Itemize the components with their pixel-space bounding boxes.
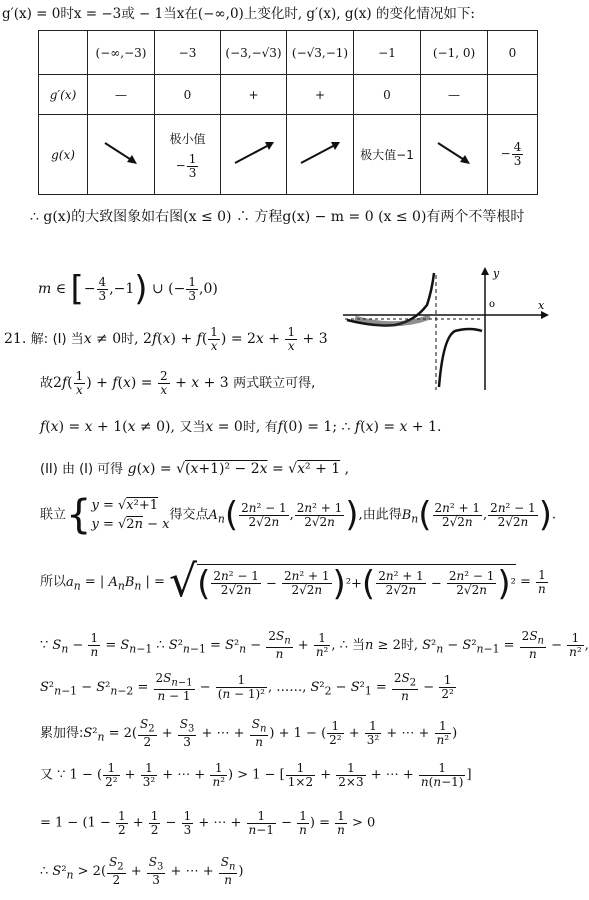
table-cell: + — [287, 75, 354, 115]
q21-part2-line5: $S^2_{n-1} - S^2_{n-2}$ = $\frac{2S_{n-1}}{n - 1}$ − $\frac{1}{\text{(n − 1)²}}$ , ……, $S^2_2 - S^2_1$ = $\frac{2S_2}{n}$ − $\frac{1}{\text{2²}}$ — [40, 671, 454, 703]
q21-part2-line6: 累加得$:S^2_n = 2$( $\frac{S_2}{2}$ + $\frac{S_3}{3}$ + ⋯ + $\frac{S_n}{n}$ ) + 1 − ( $\frac{1}{\text{2²}}$ + $\frac{1}{\text{3²}}$ + ⋯ + $\frac{1}{\text{n²}}$ ) — [40, 717, 458, 749]
q21-line3: f(x) = x + 1(x ≠ 0), 又当x = 0时, 有f(0) = 1; ∴ f(x) = x + 1. — [40, 419, 442, 435]
table-cell: 0 — [488, 31, 538, 75]
table-header-row — [39, 31, 538, 75]
table-cell: + — [221, 75, 287, 115]
q21-part2-line3: 所以$a_n$ = | $A_nB_n$ | = √( $\frac{\text{2n² − 1}}{2√2n}$ − $\frac{\text{2n² + 1}}{2√2n}$ )²+( $\frac{\text{2n² + 1}}{2√2n}$ − $\frac{\text{2n² − 1}}{2√2n}$ )² = $\frac{1}{n}$ — [40, 556, 546, 607]
youcide-label: 由此得 — [362, 507, 402, 523]
table-cell: — — [421, 75, 488, 115]
table-cell: (−3,−√3) — [221, 31, 287, 75]
table-cell — [221, 115, 287, 195]
row-label: g′(x) — [39, 75, 88, 115]
table-cell: − $\frac{4}{3}$ — [488, 115, 538, 195]
variation-table — [38, 30, 538, 195]
table-cell — [39, 31, 88, 75]
q21-part2-line1: (II) 由 (I) 可得 g(x) = √(x+1)² − 2x = √x² + 1 , — [40, 461, 350, 477]
intro-text: g′(x) = 0时x = −3或 − 1当x在(−∞,0)上变化时, g′(x), g(x) 的变化情况如下: — [2, 6, 475, 22]
table-cell: — — [88, 75, 155, 115]
conclusion-line — [30, 206, 524, 226]
dejiaodian-label: 得交点 — [169, 507, 209, 523]
min-value: − $\frac{1}{3}$ — [175, 151, 197, 180]
table-cell: −3 — [155, 31, 221, 75]
jie-label: 解: — [30, 332, 49, 348]
table-cell: 0 — [354, 75, 421, 115]
m-interval: m ∈ [− $\frac{4}{3}$ ,−1) ∪ (− $\frac{1}{3}$ ,0) — [38, 269, 218, 309]
x-axis-label: x — [538, 299, 545, 312]
q21-line2: 故2f( $\frac{1}{x}$ ) + f(x) = $\frac{2}{x}$ + x + 3 两式联立可得, — [40, 369, 316, 397]
table-cell — [88, 115, 155, 195]
q21-part2-line9: ∴ $S^2_n > 2$( $\frac{S_2}{2}$ + $\frac{S_3}{3}$ + ⋯ + $\frac{S_n}{n}$ ) — [40, 855, 244, 887]
intro-line — [2, 2, 475, 22]
you-label: 又 — [40, 767, 54, 783]
table-cell: (−∞,−3) — [88, 31, 155, 75]
q21-part2-line7: 又 ∵ 1 − ( $\frac{1}{\text{2²}}$ + $\frac{1}{\text{3²}}$ + ⋯ + $\frac{1}{\text{n²}}$ ) > 1 − [ $\frac{1}{1\times 2}$ + $\frac{1}{2\times 3}$ + ⋯ + $\frac{1}{n(n-1)}$ ] — [40, 761, 472, 789]
suoyi-label: 所以 — [40, 574, 67, 590]
y-axis-label: y — [493, 267, 500, 280]
q21-part2-line2: 联立{ y = √x²+1 y = √2n − x 得交点$A_n$( $\frac{\text{2n² − 1}}{2√2n}$ , $\frac{\text{2n² + 1}}{2√2n}$ ),由此得$B_n$( $\frac{\text{2n² + 1}}{2√2n}$ , $\frac{\text{2n² − 1}}{2√2n}$ ). — [40, 492, 557, 538]
q21-line1: 21. 解: (I) 当x ≠ 0时, 2f(x) + f( $\frac{1}{x}$ ) = 2x + $\frac{1}{x}$ + 3 — [4, 325, 328, 353]
table-cell: (−1, 0) — [421, 31, 488, 75]
table-cell — [488, 75, 538, 115]
conclusion-text: ∴ g(x)的大致图象如右图(x ≤ 0) ∴ 方程g(x) − m = 0 (x ≤ 0)有两个不等根时 — [30, 209, 525, 225]
table-cell — [287, 115, 354, 195]
row-label: g(x) — [39, 115, 88, 195]
table-cell — [155, 115, 221, 195]
decreasing-arrow-icon — [101, 139, 141, 167]
table-cell — [421, 115, 488, 195]
table-cell: 极大值−1 — [354, 115, 421, 195]
min-label: 极小值 — [169, 131, 206, 146]
decreasing-arrow-icon — [434, 139, 474, 167]
table-row-g — [39, 115, 538, 195]
q21-part2-line8: = 1 − (1 − $\frac{1}{2}$ + $\frac{1}{2}$ − $\frac{1}{3}$ + ⋯ + $\frac{1}{n-1}$ − $\frac{1}{n}$ ) = $\frac{1}{n}$ > 0 — [40, 809, 376, 837]
table-cell: −1 — [354, 31, 421, 75]
increasing-arrow-icon — [297, 139, 343, 167]
table-cell: 0 — [155, 75, 221, 115]
increasing-arrow-icon — [231, 139, 277, 167]
lianli-label: 联立 — [40, 507, 67, 523]
table-row-gprime — [39, 75, 538, 115]
origin-label: o — [489, 299, 496, 310]
leijia-label: 累加得: — [40, 725, 84, 741]
function-graph — [335, 265, 555, 395]
table-cell: (−√3,−1) — [287, 31, 354, 75]
q21-part2-line4: ∵ $S_n$ − $\frac{1}{n}$ = $S_{n-1}$ ∴ $S^2_{n-1} = S^2_n$ − $\frac{2S_n}{n}$ + $\frac{1}{\text{n²}}$ , ∴ 当n ≥ 2时, $S^2_n - S^2_{n-1}$ = $\frac{2S_n}{n}$ − $\frac{1}{\text{n²}}$ , — [40, 629, 589, 661]
